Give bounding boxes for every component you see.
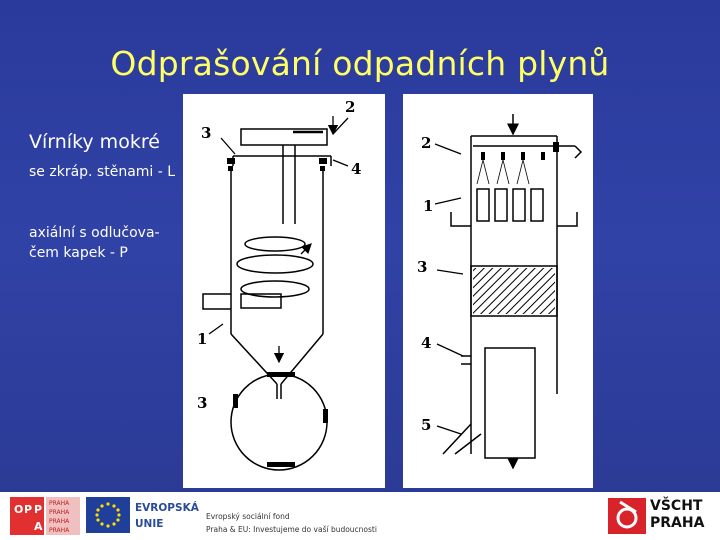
label-3: 3 [201,124,212,142]
item-axial-line1: axiální s odlučova- [29,225,160,241]
opp-row-2: PRAHA [49,509,70,516]
label-3: 3 [417,258,428,276]
swirl-blades [473,268,555,314]
label-4: 4 [421,334,432,352]
fund-line1: Evropský sociální fond [206,512,290,521]
vscht-line2: PRAHA [650,515,705,531]
label-2: 2 [421,134,432,152]
item-axial-line2: čem kapek - P [29,245,128,261]
opp-logo [10,497,80,535]
fund-caption [206,510,377,536]
label-1: 1 [197,330,208,348]
fund-line2: Praha & EU: Investujeme do vaší budoucnosti [206,525,377,534]
diagram-axial-cyclone [403,94,593,488]
vscht-logo-icon [608,498,646,534]
slide-title: Odprašování odpadních plynů [110,44,610,83]
opp-letter-4: A [34,520,43,533]
opp-letter-1: O [14,503,24,516]
label-3b: 3 [197,394,208,412]
label-5: 5 [421,416,432,434]
diagram-cyclone-sprayed-walls [183,94,385,488]
vscht-label [650,498,704,532]
label-1: 1 [423,197,434,215]
eu-flag-icon [86,497,130,533]
label-2: 2 [345,98,356,116]
opp-row-3: PRAHA [49,518,70,525]
item-sprayed-walls: se zkráp. stěnami - L [29,164,176,180]
vscht-line1: VŠCHT [650,498,703,514]
axial-cyclone-drawing [403,94,593,488]
footer-logos [0,492,720,540]
opp-letter-2: P [24,503,33,516]
opp-row-4: PRAHA [49,527,70,534]
item-axial-droplet-separator [29,223,179,263]
opp-row-1: PRAHA [49,500,70,507]
eu-label-line1: EVROPSKÁ [135,502,199,514]
label-4: 4 [351,160,362,178]
eu-label [135,500,199,532]
eu-label-line2: UNIE [135,518,164,530]
heading-wet-cyclones: Vírníky mokré [29,131,160,153]
cyclone-drawing [183,94,385,488]
opp-letter-3: P [34,503,43,516]
